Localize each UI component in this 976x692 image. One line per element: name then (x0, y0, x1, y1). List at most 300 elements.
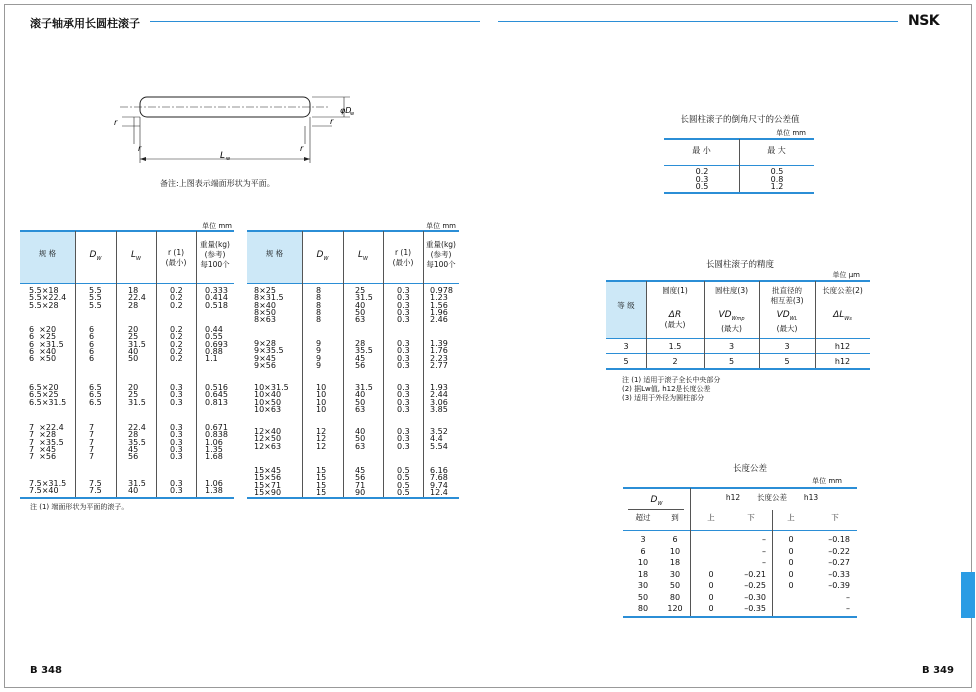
table-cell-wt: 0.645 (205, 390, 228, 400)
table-cell-dw: 6 (89, 339, 95, 349)
table-cell-wt: 1.56 (430, 300, 448, 310)
table-cell-r: 0.5 (397, 487, 410, 497)
table-cell-dw: 10 (316, 404, 327, 414)
length-cell: –0.33 (828, 569, 850, 579)
length-cell: 120 (667, 604, 683, 613)
precision-title: 长圆柱滚子的精度 (705, 260, 774, 270)
table-cell-lw: 45 (355, 466, 366, 475)
table-cell-spec: 10×31.5 (254, 383, 289, 392)
table-cell-spec: 6 ×40 (29, 346, 57, 356)
table-cell-r: 0.3 (397, 383, 410, 392)
diagram-caption: 备注:上图表示端面形状为平面。 (160, 179, 275, 188)
table-cell-r: 0.3 (397, 353, 410, 363)
hline (628, 509, 684, 510)
table-cell-lw: 63 (355, 404, 366, 414)
table-cell-spec: 12×63 (254, 441, 282, 451)
table-cell-dw: 12 (316, 427, 327, 436)
table-cell-wt: 1.06 (205, 479, 223, 488)
table-cell-r: 0.3 (170, 423, 183, 432)
table-cell-r: 0.3 (397, 427, 410, 436)
table-cell-dw: 6.5 (89, 390, 102, 400)
table-cell-spec: 7 ×22.4 (29, 423, 64, 432)
table-cell-spec: 15×71 (254, 480, 282, 490)
chamfer-max-cell: 0.5 (770, 167, 784, 176)
table-cell-spec: 6.5×20 (29, 383, 59, 392)
table-cell-wt: 2.46 (430, 315, 448, 325)
table-cell-dw: 15 (316, 487, 327, 497)
table-cell-spec: 10×63 (254, 404, 282, 414)
length-cell: –0.30 (744, 592, 766, 602)
length-cell: 10 (669, 546, 681, 556)
precision-note: (2) 据Lw值, h12是长度公差 (622, 385, 711, 393)
chamfer-max-cell: 1.2 (770, 182, 784, 191)
lw-label: L (220, 151, 226, 161)
length-cell: 50 (669, 581, 681, 590)
table-cell-wt: 0.693 (205, 339, 228, 349)
length-cell: –0.27 (828, 558, 850, 567)
table-cell-lw: 40 (355, 427, 366, 436)
table-cell-wt: 2.44 (430, 390, 448, 400)
table-cell-r: 0.3 (397, 390, 410, 400)
table-cell-lw: 20 (128, 325, 139, 334)
length-cell: 0 (788, 535, 794, 544)
chamfer-unit: 单位 mm (776, 129, 806, 137)
main-table-note: 注 (1) 端面形状为平面的滚子。 (30, 503, 129, 511)
table-cell-wt: 0.671 (205, 423, 228, 432)
table-cell-r: 0.3 (397, 286, 410, 295)
length-header-h12: h12 (725, 493, 741, 502)
length-unit: 单位 mm (812, 477, 842, 485)
table-cell-r: 0.3 (397, 397, 410, 407)
table-cell-dw: 7 (89, 452, 95, 462)
table-top-rule-right (247, 230, 459, 232)
precision-header-roundness: 圆度(1) ΔR (最大) (662, 286, 688, 329)
table-cell-dw: 8 (316, 307, 322, 317)
table-cell-spec: 9×45 (254, 353, 276, 363)
section-tab (961, 572, 975, 618)
chamfer-min-cell: 0.2 (695, 167, 709, 176)
table-cell-dw: 8 (316, 293, 322, 303)
table-cell-r: 0.2 (170, 339, 183, 349)
table-cell-lw: 20 (128, 383, 139, 392)
length-header-dw: $D_W$ (650, 495, 663, 507)
main-unit-left: 单位 mm (202, 222, 232, 230)
table-cell-dw: 7 (89, 437, 95, 447)
table-cell-lw: 50 (355, 307, 366, 317)
table-cell-r: 0.3 (397, 315, 410, 325)
chamfer-title: 长圆柱滚子的倒角尺寸的公差值 (680, 115, 800, 125)
precision-note: 注 (1) 适用于滚子全长中央部分 (622, 376, 721, 384)
table-cell-dw: 10 (316, 383, 327, 392)
table-cell-wt: 0.516 (205, 383, 228, 392)
table-cell-lw: 31.5 (355, 383, 373, 392)
vline (302, 231, 303, 497)
length-bottom-rule (623, 616, 857, 618)
table-cell-lw: 40 (355, 300, 366, 310)
table-cell-lw: 45 (355, 353, 366, 363)
length-cell: –0.22 (828, 546, 850, 556)
table-cell-lw: 40 (128, 486, 139, 496)
table-cell-dw: 9 (316, 353, 322, 363)
header-title: 滚子轴承用长圆柱滚子 (30, 17, 140, 30)
table-cell-r: 0.3 (170, 437, 183, 447)
table-cell-lw: 63 (355, 315, 366, 325)
table-cell-dw: 6 (89, 346, 95, 356)
table-cell-r: 0.3 (170, 479, 183, 488)
table-cell-dw: 8 (316, 315, 322, 325)
header-weight: 重量(kg) (参考) 每100个 (426, 240, 456, 269)
table-cell-wt: 3.85 (430, 404, 448, 414)
table-cell-dw: 9 (316, 360, 322, 370)
table-cell-wt: 0.333 (205, 286, 228, 295)
table-cell-r: 0.3 (397, 441, 410, 451)
length-cell: – (762, 535, 766, 544)
vline (690, 488, 691, 616)
r-label-bottom-left: r (138, 144, 142, 153)
length-cell: 0 (788, 569, 794, 579)
table-cell-lw: 63 (355, 441, 366, 451)
length-header-rule (623, 530, 857, 531)
table-cell-spec: 15×90 (254, 487, 282, 497)
table-cell-r: 0.3 (170, 397, 183, 407)
table-cell-wt: 0.55 (205, 332, 223, 342)
table-cell-spec: 15×56 (254, 473, 282, 483)
table-cell-dw: 7.5 (89, 486, 102, 496)
table-cell-spec: 9×56 (254, 360, 276, 370)
length-cell: 3 (640, 535, 646, 544)
table-cell-spec: 5.5×22.4 (29, 293, 67, 303)
table-cell-dw: 6.5 (89, 383, 102, 392)
r-label-right: r (330, 117, 334, 126)
main-unit-right: 单位 mm (426, 222, 456, 230)
table-cell-dw: 6 (89, 332, 95, 342)
table-cell-lw: 25 (355, 286, 366, 295)
table-cell-dw: 15 (316, 466, 327, 475)
table-cell-r: 0.2 (170, 286, 183, 295)
length-header-upper-h12: 上 (707, 513, 715, 522)
table-header-rule-right (247, 283, 459, 284)
r-label-left: r (114, 118, 118, 127)
length-cell: 0 (708, 569, 714, 579)
table-cell-wt: 9.74 (430, 480, 448, 490)
table-cell-lw: 40 (355, 390, 366, 400)
precision-header-length: 长度公差(2) $\Delta L_{Ws}$ (822, 286, 863, 322)
length-cell: 80 (637, 604, 649, 613)
table-cell-lw: 28 (355, 339, 366, 348)
table-cell-wt: 0.88 (205, 346, 223, 356)
table-cell-r: 0.3 (170, 390, 183, 400)
table-cell-dw: 8 (316, 300, 322, 310)
table-cell-dw: 9 (316, 346, 322, 356)
header-weight: 重量(kg) (参考) 每100个 (200, 240, 230, 269)
length-cell: – (762, 558, 766, 567)
length-header-h13: h13 (803, 493, 819, 502)
table-cell-r: 0.2 (170, 325, 183, 334)
nsk-logo: NSK (908, 13, 940, 29)
table-cell-dw: 5.5 (89, 286, 102, 295)
table-cell-lw: 22.4 (128, 293, 146, 303)
table-cell-r: 0.2 (170, 293, 183, 303)
length-cell: –0.39 (828, 581, 850, 590)
table-cell-wt: 0.518 (205, 300, 228, 310)
table-cell-spec: 7 ×35.5 (29, 437, 64, 447)
table-top-rule-left (20, 230, 234, 232)
lw-label-sub: w (226, 156, 231, 162)
table-cell-spec: 12×50 (254, 434, 282, 444)
table-cell-wt: 3.52 (430, 427, 448, 436)
table-cell-r: 0.5 (397, 480, 410, 490)
table-cell-lw: 28 (128, 430, 139, 440)
length-header-lower-h12: 下 (747, 513, 755, 522)
table-cell-wt: 4.4 (430, 434, 443, 444)
header-dw: $D_W$ (316, 250, 329, 262)
table-cell-spec: 10×40 (254, 390, 282, 400)
length-cell: – (762, 546, 766, 556)
precision-cell: 3 (784, 342, 790, 351)
table-cell-r: 0.3 (397, 404, 410, 414)
table-cell-lw: 31.5 (128, 397, 146, 407)
chamfer-min-cell: 0.5 (695, 182, 709, 191)
precision-cell: 5 (784, 357, 790, 366)
precision-cell: h12 (834, 342, 851, 351)
table-cell-lw: 25 (128, 332, 139, 342)
table-cell-r: 0.3 (170, 486, 183, 496)
length-cell: –0.18 (828, 535, 850, 544)
length-cell: 0 (708, 581, 714, 590)
length-header-lower-h13: 下 (831, 513, 839, 522)
table-cell-r: 0.3 (397, 307, 410, 317)
precision-cell: 2 (672, 357, 678, 366)
chamfer-header-min: 最 小 (692, 146, 711, 155)
header-spec: 规 格 (265, 249, 284, 258)
table-cell-wt: 1.39 (430, 339, 448, 348)
table-cell-dw: 12 (316, 434, 327, 444)
table-cell-dw: 7.5 (89, 479, 102, 488)
length-cell: 6 (672, 535, 678, 544)
length-cell: – (846, 592, 850, 602)
table-cell-wt: 1.96 (430, 307, 448, 317)
table-cell-r: 0.2 (170, 354, 183, 364)
table-cell-lw: 31.5 (128, 339, 146, 349)
table-cell-lw: 50 (355, 397, 366, 407)
table-cell-r: 0.2 (170, 346, 183, 356)
precision-header-grade: 等 级 (617, 301, 635, 310)
header-r: r (1) (最小) (392, 248, 414, 267)
table-cell-r: 0.2 (170, 332, 183, 342)
table-cell-spec: 6.5×25 (29, 390, 59, 400)
table-cell-spec: 8×40 (254, 300, 276, 310)
length-cell: – (846, 604, 850, 613)
length-cell: 50 (637, 592, 649, 602)
table-cell-wt: 6.16 (430, 466, 448, 475)
table-cell-dw: 5.5 (89, 293, 102, 303)
precision-unit: 单位 μm (832, 271, 860, 279)
length-cell: 18 (669, 558, 681, 567)
table-cell-lw: 25 (128, 390, 139, 400)
length-cell: 0 (708, 592, 714, 602)
precision-cell: 5 (623, 357, 629, 366)
table-cell-r: 0.3 (170, 430, 183, 440)
table-cell-lw: 40 (128, 346, 139, 356)
table-cell-wt: 5.54 (430, 441, 448, 451)
table-cell-wt: 1.68 (205, 452, 223, 462)
page-number-right: B 349 (922, 665, 954, 676)
precision-cell: 3 (623, 342, 629, 351)
table-cell-wt: 1.38 (205, 486, 223, 496)
header-spec: 规 格 (38, 249, 57, 258)
table-cell-lw: 28 (128, 300, 139, 310)
table-cell-wt: 7.68 (430, 473, 448, 483)
table-cell-wt: 1.06 (205, 437, 223, 447)
table-cell-dw: 7 (89, 430, 95, 440)
length-cell: –0.35 (744, 604, 766, 613)
length-cell: 30 (637, 581, 649, 590)
table-cell-spec: 6.5×31.5 (29, 397, 67, 407)
length-cell: 0 (788, 546, 794, 556)
table-cell-spec: 8×63 (254, 315, 276, 325)
table-cell-lw: 90 (355, 487, 366, 497)
vline (772, 510, 773, 616)
table-cell-r: 0.5 (397, 466, 410, 475)
table-cell-lw: 50 (128, 354, 139, 364)
length-cell: 0 (788, 558, 794, 567)
table-bottom-rule-right (247, 497, 459, 499)
table-cell-r: 0.3 (170, 452, 183, 462)
length-cell: 30 (669, 569, 681, 579)
table-cell-spec: 8×50 (254, 307, 276, 317)
table-cell-spec: 6 ×25 (29, 332, 57, 342)
precision-cell: 5 (728, 357, 735, 366)
table-cell-wt: 2.77 (430, 360, 448, 370)
table-cell-dw: 15 (316, 480, 327, 490)
table-cell-dw: 8 (316, 286, 322, 295)
length-title: 长度公差 (732, 464, 767, 474)
table-cell-wt: 1.93 (430, 383, 448, 392)
table-cell-spec: 7 ×45 (29, 444, 57, 454)
page-number-left: B 348 (30, 665, 62, 676)
table-cell-wt: 2.23 (430, 353, 448, 363)
table-cell-dw: 10 (316, 397, 327, 407)
table-cell-lw: 71 (355, 480, 366, 490)
precision-note: (3) 适用于外径为圆柱部分 (622, 394, 705, 402)
length-cell: 6 (640, 546, 646, 556)
header-rule-right (498, 21, 898, 22)
table-cell-wt: 0.838 (205, 430, 228, 440)
table-cell-lw: 35.5 (355, 346, 373, 356)
length-cell: –0.25 (744, 581, 766, 590)
table-cell-wt: 3.06 (430, 397, 448, 407)
length-header-to: 到 (671, 513, 679, 522)
table-cell-spec: 12×40 (254, 427, 282, 436)
table-cell-lw: 31.5 (355, 293, 373, 303)
length-top-rule (623, 487, 857, 489)
table-cell-dw: 6.5 (89, 397, 102, 407)
table-cell-r: 0.3 (170, 444, 183, 454)
table-cell-wt: 0.813 (205, 397, 228, 407)
table-cell-dw: 7 (89, 423, 95, 432)
length-header-upper-h13: 上 (787, 513, 795, 522)
length-header-over: 超过 (635, 513, 651, 522)
length-cell: 80 (669, 592, 681, 602)
chamfer-bottom-rule (664, 192, 814, 194)
length-cell: 10 (637, 558, 649, 567)
table-cell-dw: 5.5 (89, 300, 102, 310)
header-rule-left (150, 21, 480, 22)
precision-cell: 1.5 (668, 342, 682, 351)
r-label-bottom-right: r (300, 144, 304, 153)
table-cell-wt: 1.76 (430, 346, 448, 356)
table-cell-spec: 5.5×18 (29, 286, 59, 295)
table-bottom-rule-left (20, 497, 234, 499)
header-lw: $L_W$ (131, 250, 141, 262)
table-cell-wt: 0.44 (205, 325, 223, 334)
table-cell-r: 0.2 (170, 300, 183, 310)
table-cell-wt: 1.1 (205, 354, 218, 364)
table-cell-spec: 7.5×40 (29, 486, 59, 496)
table-cell-lw: 50 (355, 434, 366, 444)
header-r: r (1) (最小) (165, 248, 187, 267)
table-cell-dw: 6 (89, 325, 95, 334)
precision-bottom-rule (606, 368, 870, 370)
table-cell-spec: 8×31.5 (254, 293, 284, 303)
table-cell-spec: 6 ×20 (29, 325, 57, 334)
length-cell: 0 (788, 581, 794, 590)
table-cell-spec: 6 ×31.5 (29, 339, 64, 349)
table-header-rule-left (20, 283, 234, 284)
table-cell-spec: 7 ×28 (29, 430, 57, 440)
table-cell-r: 0.3 (170, 383, 183, 392)
table-cell-r: 0.3 (397, 293, 410, 303)
dw-label-sub: w (350, 111, 355, 117)
table-cell-lw: 22.4 (128, 423, 146, 432)
table-cell-r: 0.5 (397, 473, 410, 483)
precision-header-diameter-variation: 批直径的 相互差(3) $VD_{WL}$ (最大) (770, 286, 804, 333)
table-cell-r: 0.3 (397, 339, 410, 348)
table-cell-lw: 45 (128, 444, 139, 454)
length-cell: –0.21 (744, 569, 766, 579)
length-header-tolerance: 长度公差 (757, 493, 787, 502)
table-cell-wt: 1.23 (430, 293, 448, 303)
table-cell-lw: 56 (355, 473, 366, 483)
table-cell-lw: 56 (355, 360, 366, 370)
roller-diagram (100, 88, 370, 178)
table-cell-dw: 6 (89, 354, 95, 364)
length-cell: 18 (637, 569, 649, 579)
table-cell-dw: 12 (316, 441, 327, 451)
table-cell-wt: 0.414 (205, 293, 228, 303)
table-cell-spec: 15×45 (254, 466, 282, 475)
table-cell-dw: 15 (316, 473, 327, 483)
vline (75, 231, 76, 497)
chamfer-min-cell: 0.3 (695, 174, 709, 184)
table-cell-spec: 10×50 (254, 397, 282, 407)
header-dw: $D_W$ (89, 250, 102, 262)
table-cell-r: 0.3 (397, 300, 410, 310)
table-cell-spec: 9×35.5 (254, 346, 284, 356)
table-cell-r: 0.3 (397, 360, 410, 370)
precision-header-cylindricity: 圆柱度(3) $VD_{Wmp}$ (最大) (714, 286, 749, 333)
table-cell-lw: 31.5 (128, 479, 146, 488)
table-cell-r: 0.3 (397, 346, 410, 356)
header-lw: $L_W$ (358, 250, 368, 262)
table-cell-wt: 1.35 (205, 444, 223, 454)
table-cell-lw: 18 (128, 286, 139, 295)
chamfer-max-cell: 0.8 (770, 174, 784, 184)
table-cell-wt: 12.4 (430, 487, 448, 497)
table-cell-spec: 5.5×28 (29, 300, 59, 310)
table-cell-spec: 8×25 (254, 286, 276, 295)
table-cell-dw: 9 (316, 339, 322, 348)
